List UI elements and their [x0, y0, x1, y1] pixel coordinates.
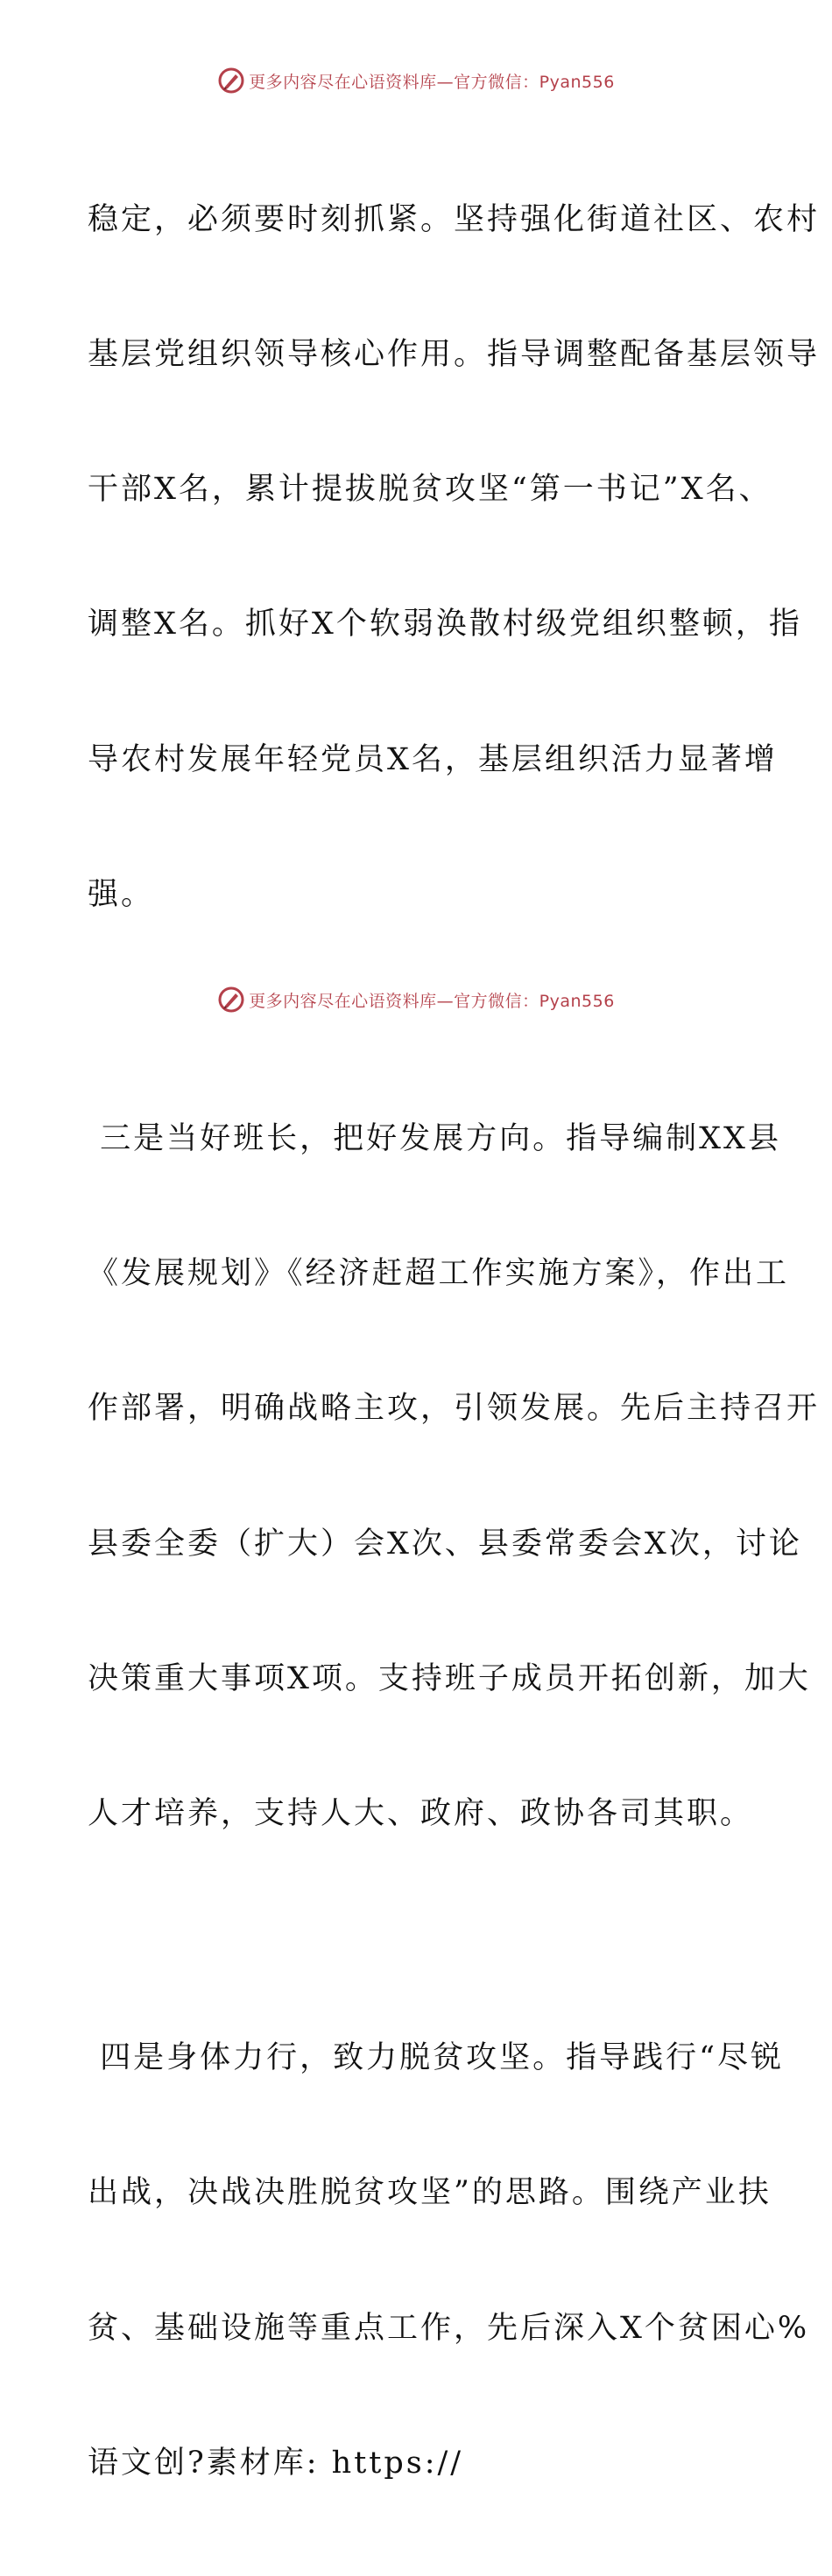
text-line: 人才培养，支持人大、政府、政协各司其职。	[88, 1796, 754, 1832]
text-line: 导农村发展年轻党员X名，基层组织活力显著增	[88, 741, 778, 777]
text-line: 《发展规划》《经济赶超工作实施方案》，作出工	[88, 1256, 790, 1292]
text-line: 干部X名，累计提拔脱贫攻坚“第一书记”X名、	[88, 472, 772, 508]
pen-logo-icon	[217, 986, 245, 1014]
text-line: 决策重大事项X项。支持班子成员开拓创新，加大	[88, 1660, 811, 1696]
paragraph-3	[88, 1946, 810, 2576]
banner-text: 更多内容尽在心语资料库—官方微信：Pyan556	[249, 72, 615, 92]
text-line: 四是身体力行，致力脱贫攻坚。指导践行“尽锐	[88, 2040, 785, 2076]
paragraph-1	[88, 108, 821, 1007]
text-line: 基层党组织领导核心作用。指导调整配备基层领导	[88, 337, 821, 373]
paragraph-2	[88, 1027, 821, 1927]
text-line: 三是当好班长，把好发展方向。指导编制XX县	[88, 1120, 781, 1156]
text-line: 语文创?素材库: https://	[88, 2445, 464, 2481]
pen-logo-icon	[217, 67, 245, 95]
text-line: 出战，决战决胜脱贫攻坚”的思路。围绕产业扶	[88, 2175, 772, 2211]
text-line: 稳定，必须要时刻抓紧。坚持强化街道社区、农村	[88, 201, 821, 237]
document-body	[88, 108, 821, 2576]
footer-banner	[0, 982, 832, 1017]
text-line: 贫、基础设施等重点工作，先后深入X个贫困心%	[88, 2310, 810, 2346]
text-line: 县委全委（扩大）会X次、县委常委会X次，讨论	[88, 1526, 802, 1562]
banner-text: 更多内容尽在心语资料库—官方微信：Pyan556	[249, 991, 615, 1011]
text-line: 强。	[88, 876, 155, 912]
text-line: 调整X名。抓好X个软弱涣散村级党组织整顿，指	[88, 607, 802, 642]
text-line: 作部署，明确战略主攻，引领发展。先后主持召开	[88, 1391, 821, 1427]
header-banner	[0, 63, 832, 98]
